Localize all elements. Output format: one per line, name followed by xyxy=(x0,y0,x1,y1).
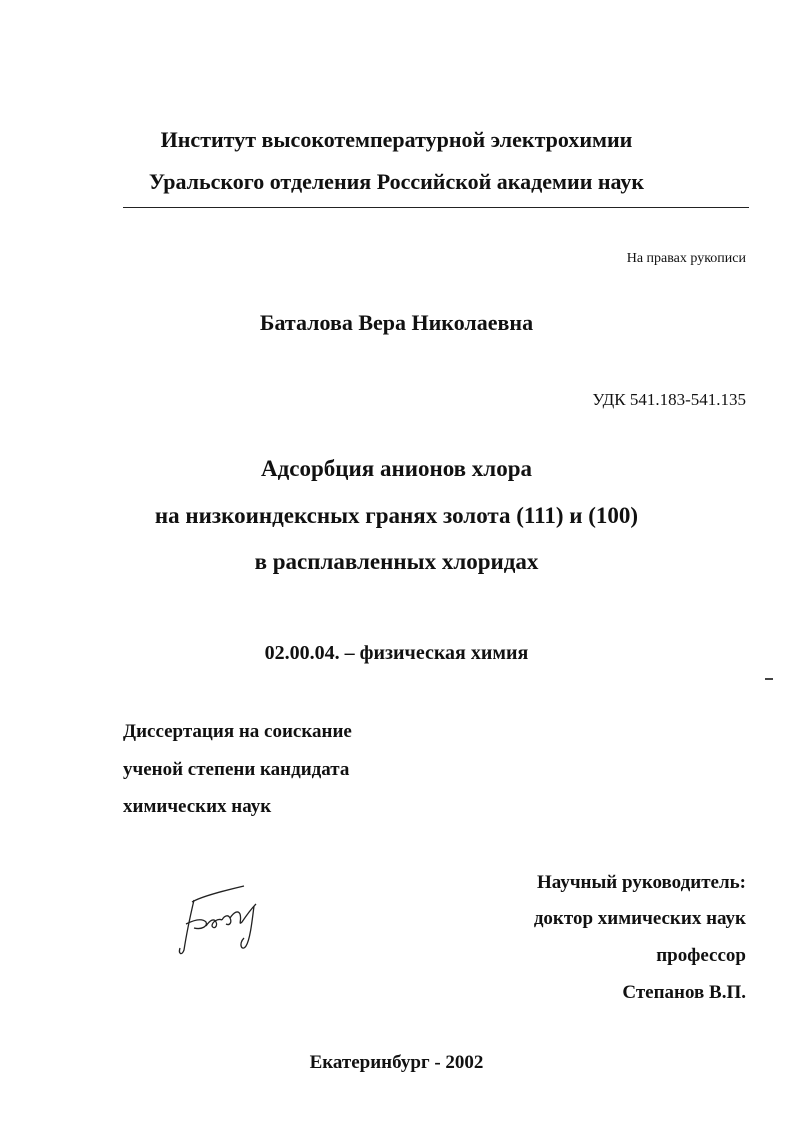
margin-mark xyxy=(765,678,773,680)
title-line-1: Адсорбция анионов хлора xyxy=(261,456,532,481)
signature-icon xyxy=(172,882,272,962)
title-line-2: на низкоиндексных гранях золота (111) и (100) xyxy=(154,503,639,528)
author-name: Баталова Вера Николаевна xyxy=(259,310,534,335)
supervisor-name: Степанов В.П. xyxy=(622,982,746,1003)
institute-line-2: Уральского отделения Российской академии наук xyxy=(148,169,645,194)
dissertation-line-2: ученой степени кандидата xyxy=(123,759,350,780)
title-line-3: в расплавленных хлоридах xyxy=(254,549,539,574)
supervisor-title: профессор xyxy=(656,945,746,966)
rights-note: На правах рукописи xyxy=(626,251,746,266)
supervisor-heading: Научный руководитель: xyxy=(537,872,746,893)
supervisor-degree: доктор химических наук xyxy=(533,908,746,929)
specialty: 02.00.04. – физическая химия xyxy=(264,642,529,664)
city-year: Екатеринбург - 2002 xyxy=(309,1052,484,1073)
institute-line-1: Институт высокотемпературной электрохимии xyxy=(160,127,633,152)
header-divider xyxy=(123,207,749,208)
udk-code: УДК 541.183-541.135 xyxy=(592,390,746,409)
dissertation-line-1: Диссертация на соискание xyxy=(123,721,352,742)
dissertation-line-3: химических наук xyxy=(123,796,272,817)
